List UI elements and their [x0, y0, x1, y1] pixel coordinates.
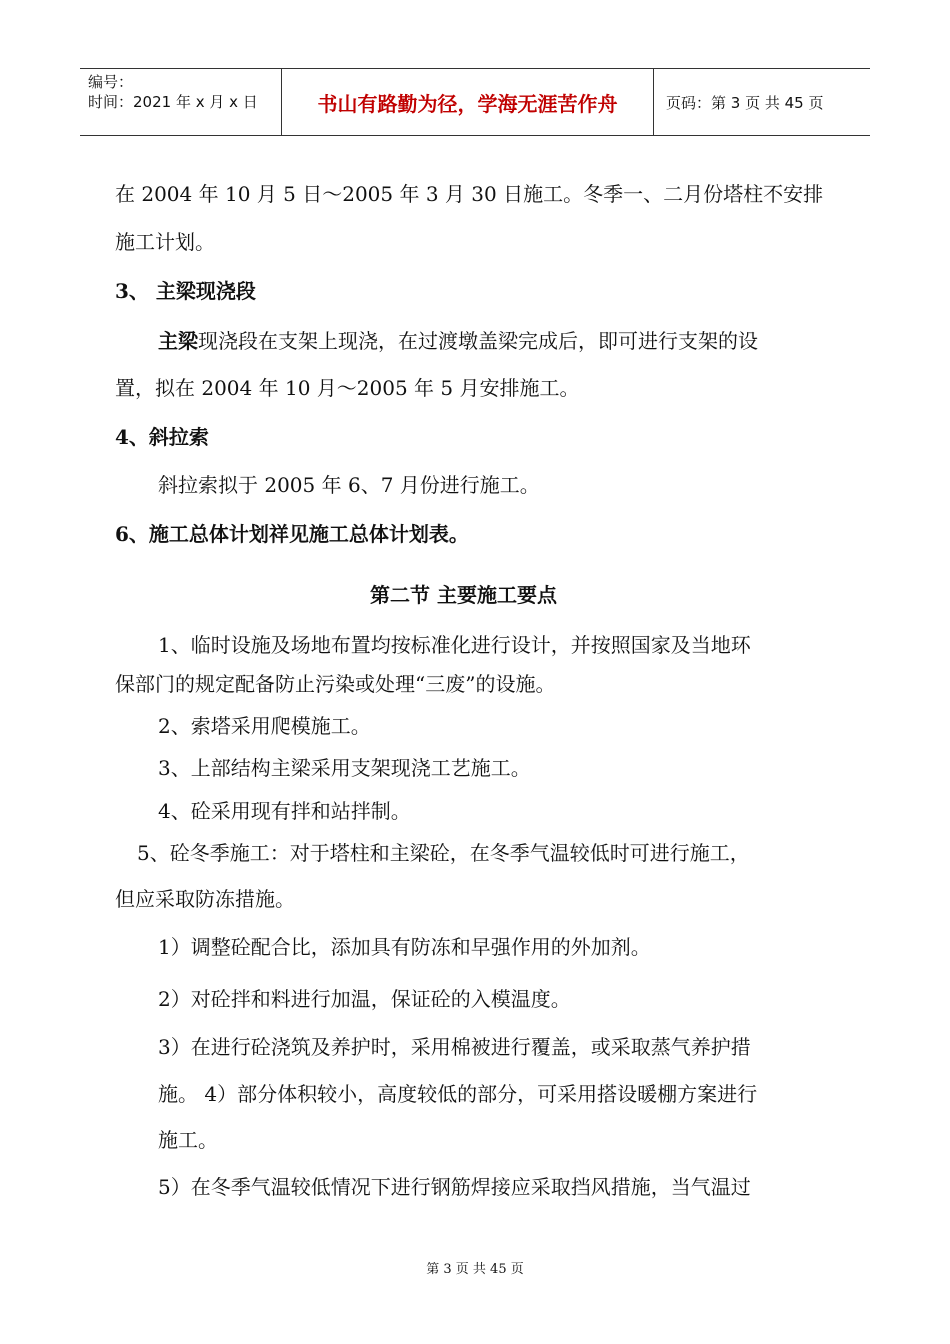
paragraph-text: 现浇段在支架上现浇，在过渡墩盖梁完成后，即可进行支架的设 [198, 329, 758, 353]
heading-4: 4、斜拉索 [115, 425, 209, 449]
sub-item: 施。 4）部分体积较小，高度较低的部分，可采用搭设暖棚方案进行 [158, 1082, 758, 1106]
list-item: 3、上部结构主梁采用支架现浇工艺施工。 [158, 756, 531, 780]
paragraph-line: 保部门的规定配备防止污染或处理“三废”的设施。 [115, 672, 556, 696]
list-item: 2、索塔采用爬模施工。 [158, 714, 371, 738]
heading-6: 6、施工总体计划祥见施工总体计划表。 [115, 522, 469, 546]
paragraph-line: 斜拉索拟于 2005 年 6、7 月份进行施工。 [158, 473, 540, 497]
paragraph-line: 但应采取防冻措施。 [115, 887, 295, 911]
paragraph-line: 在 2004 年 10 月 5 日～2005 年 3 月 30 日施工。冬季一、二月份塔柱不安排 [115, 182, 824, 206]
paragraph-line: 置，拟在 2004 年 10 月～2005 年 5 月安排施工。 [115, 376, 580, 400]
section-title: 第二节 主要施工要点 [370, 583, 557, 607]
sub-item: 5）在冬季气温较低情况下进行钢筋焊接应采取挡风措施，当气温过 [158, 1175, 751, 1199]
list-item: 4、砼采用现有拌和站拌制。 [158, 799, 411, 823]
sub-item: 1）调整砼配合比，添加具有防冻和早强作用的外加剂。 [158, 935, 651, 959]
header-page-info: 页码：第 3 页 共 45 页 [666, 93, 824, 112]
header-meta [80, 69, 282, 135]
paragraph-line: 施工计划。 [115, 230, 215, 254]
paragraph-line: 1、临时设施及场地布置均按标准化进行设计，并按照国家及当地环 [158, 633, 751, 657]
header-motto: 书山有路勤为径，学海无涯苦作舟 [282, 69, 654, 135]
sub-item: 2）对砼拌和料进行加温，保证砼的入模温度。 [158, 987, 571, 1011]
time-label: 时间：2021 年 x 月 x 日 [88, 93, 258, 111]
sub-item: 施工。 [158, 1128, 218, 1152]
list-item: 5、砼冬季施工：对于塔柱和主梁砼，在冬季气温较低时可进行施工， [137, 841, 750, 865]
page-footer: 第 3 页 共 45 页 [426, 1262, 524, 1277]
page-header [80, 68, 870, 136]
paragraph-line [158, 325, 758, 354]
number-label: 编号： [88, 73, 134, 91]
heading-3: 3、 主梁现浇段 [115, 279, 256, 303]
sub-item: 3）在进行砼浇筑及养护时，采用棉被进行覆盖，或采取蒸气养护措 [158, 1035, 751, 1059]
bold-term: 主梁 [158, 329, 198, 353]
